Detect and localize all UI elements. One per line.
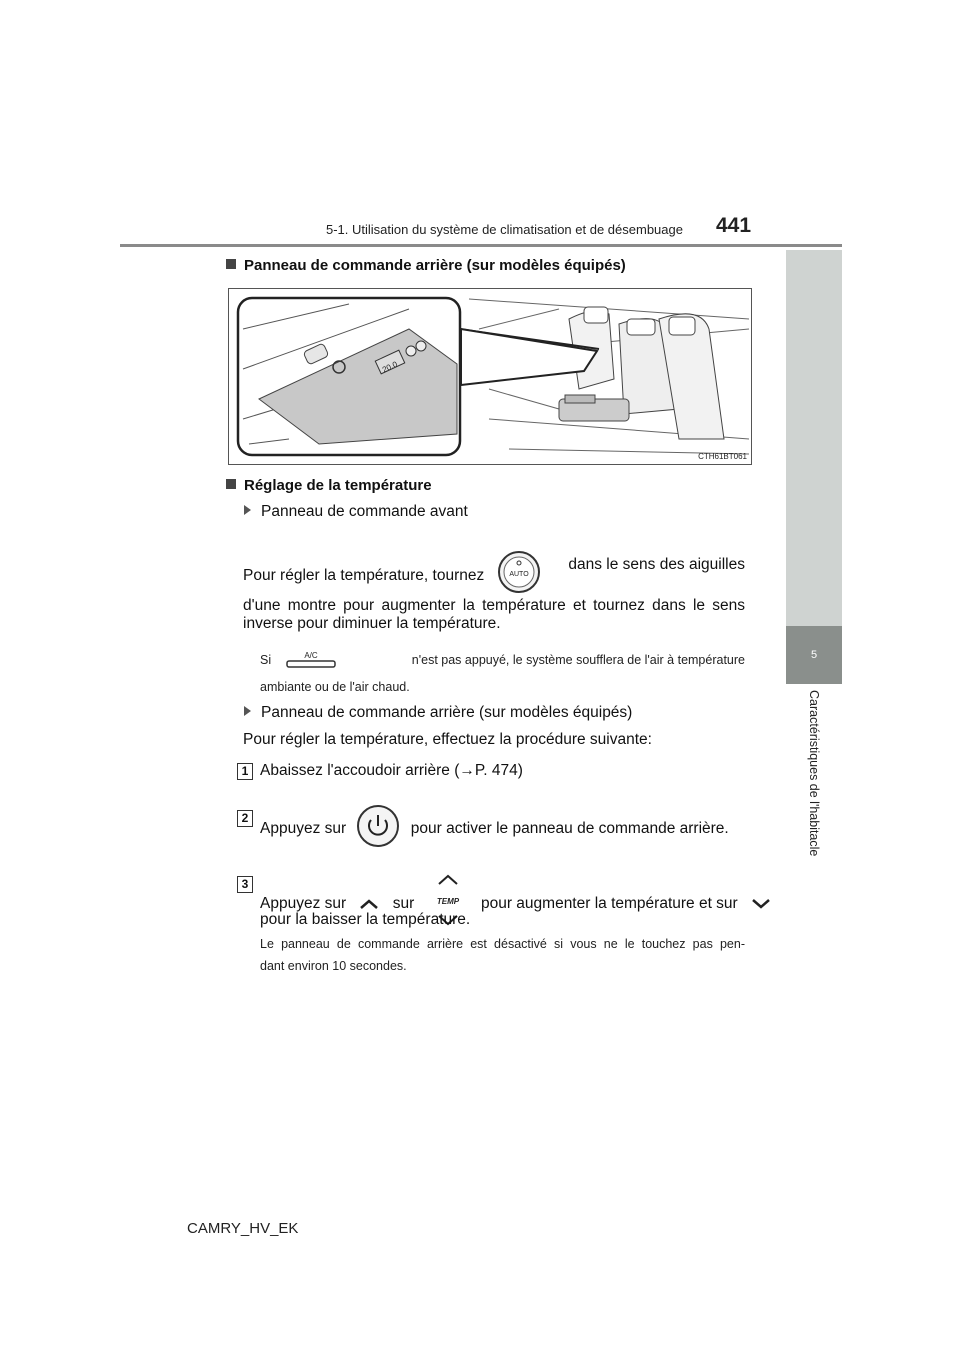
- step-3-text-line-2: pour la baisser la température.: [260, 911, 471, 928]
- triangle-bullet-icon: [244, 706, 251, 716]
- chapter-tab: 5: [786, 626, 842, 684]
- note-ac: Si A/C n'est pas appuyé, le système soufflera de l'air à température: [260, 646, 745, 674]
- figure-code: CTH61BT061: [698, 452, 747, 461]
- front-panel-line-3: inverse pour diminuer la température.: [243, 615, 501, 632]
- step-3-text: Appuyez sur sur TEMP pour augmenter la température et sur: [260, 870, 780, 930]
- front-panel-line-1: Pour régler la température, tournez AUTO dans le sens des aiguilles: [243, 550, 745, 594]
- section-heading: Panneau de commande arrière (sur modèles équipés): [226, 257, 626, 274]
- footer-model-code: CAMRY_HV_EK: [187, 1220, 299, 1237]
- ac-label: A/C: [303, 651, 318, 660]
- square-bullet-icon: [226, 259, 236, 269]
- step-number-3: 3: [237, 876, 253, 893]
- temp-label: TEMP: [436, 897, 459, 906]
- ac-button-icon: [285, 648, 337, 670]
- subheading-rear-panel: Panneau de commande arrière (sur modèles équipés): [244, 698, 632, 728]
- note-inactivity-line-2: dant environ 10 secondes.: [260, 959, 407, 973]
- note-inactivity-line-1: Le panneau de commande arrière est désactivé si vous ne le touchez pas pen-: [260, 937, 745, 951]
- power-button-icon: [356, 804, 400, 848]
- rear-panel-illustration: [228, 288, 752, 465]
- rear-intro: Pour régler la température, effectuez la procédure suivante:: [243, 731, 652, 748]
- auto-label: AUTO: [508, 571, 529, 578]
- chapter-label-text: Caractéristiques de l'habitacle: [807, 690, 821, 857]
- header-rule: [120, 244, 842, 247]
- subheading-front-panel: Panneau de commande avant: [244, 497, 468, 527]
- auto-knob-icon: [497, 550, 541, 594]
- square-bullet-icon: [226, 479, 236, 489]
- chevron-down-icon: [750, 897, 772, 911]
- step-number-2: 2: [237, 810, 253, 827]
- step-number-1: 1: [237, 763, 253, 780]
- running-header: 5-1. Utilisation du système de climatisation et de désembuage: [326, 222, 683, 237]
- note-ac-line-2: ambiante ou de l'air chaud.: [260, 680, 410, 694]
- display-value: 20.0: [380, 359, 399, 375]
- step-2-text: Appuyez sur pour activer le panneau de commande arrière.: [260, 804, 729, 848]
- rear-seat-illustration: [229, 289, 751, 464]
- page-number: 441: [716, 214, 752, 237]
- step-1-text: Abaissez l'accoudoir arrière (→P. 474): [260, 762, 523, 779]
- chapter-label: [786, 690, 842, 890]
- triangle-bullet-icon: [244, 505, 251, 515]
- section-heading-temperature: Réglage de la température: [226, 477, 432, 494]
- side-tab-background: [786, 250, 842, 626]
- front-panel-line-2: d'une montre pour augmenter la température et tournez dans le sens: [243, 597, 745, 614]
